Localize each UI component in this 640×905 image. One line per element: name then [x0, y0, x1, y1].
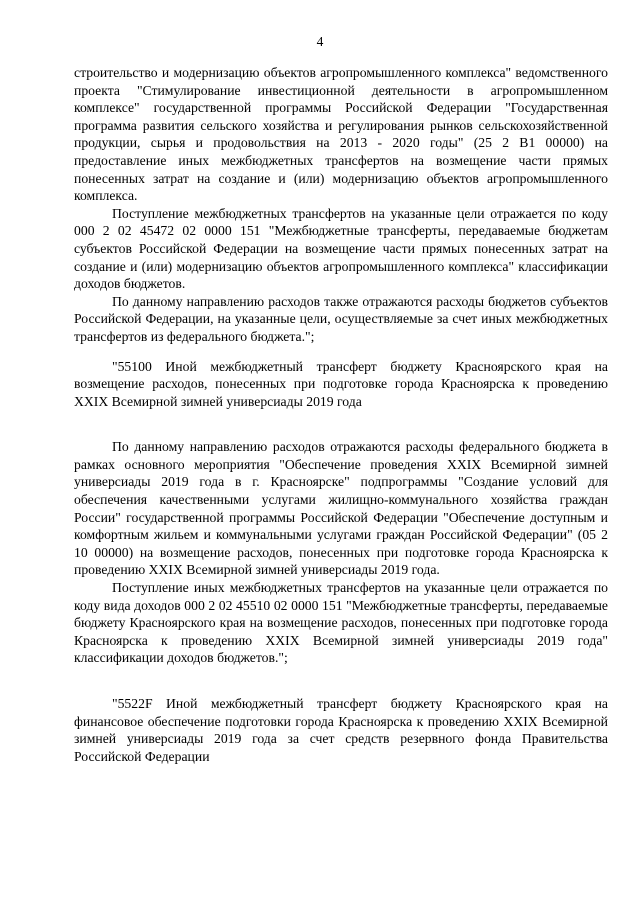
paragraph-1: строительство и модернизацию объектов агропромышленного комплекса" ведомственного проекта "Стимулирование инвестиционной деятельности в агропромышленном комплексе" государственной программы Российской Федерации "Государственная программа развития сельского хозяйства и регулирования рынков сельскохозяйственной продукции, сырья и продовольствия на 2013 - 2020 годы" (25 2 В1 00000) на предоставление иных межбюджетных трансфертов на возмещение части прямых понесенных затрат на создание и (или) модернизацию объектов агропромышленного комплекса. — [74, 65, 608, 204]
paragraph-2: Поступление межбюджетных трансфертов на указанные цели отражается по коду 000 2 02 45472 02 0000 151 "Межбюджетные трансферты, передаваемые бюджетам субъектов Российской Федерации на возмещение части прямых понесенных затрат на создание и (или) модернизацию объектов агропромышленного комплекса" классификации доходов бюджетов. — [74, 205, 608, 292]
paragraph-7: "5522F Иной межбюджетный трансферт бюджету Красноярского края на финансовое обеспечение подготовки города Красноярска к проведению XXIX Всемирной зимней универсиады 2019 года за счет средств резервного фонда Правительства Российской Федерации — [74, 696, 608, 764]
paragraph-4: "55100 Иной межбюджетный трансферт бюджету Красноярского края на возмещение расходов, понесенных при подготовке города Красноярска к проведению XXIX Всемирной зимней универсиады 2019 года — [74, 358, 608, 409]
paragraph-5: По данному направлению расходов отражаются расходы федерального бюджета в рамках основного мероприятия "Обеспечение проведения XXIX Всемирной зимней универсиады 2019 года в г. Красноярске" подпрограммы "Создание условий для обеспечения качественными услугами жилищно-коммунального хозяйства граждан России" государственной программы Российской Федерации "Обеспечение доступным и комфортным жильем и коммунальными услугами граждан Российской Федерации" (05 2 10 00000) на возмещение расходов, понесенных при подготовке города Красноярска к проведению XXIX Всемирной зимней универсиады 2019 года. — [74, 439, 608, 578]
paragraph-3: По данному направлению расходов также отражаются расходы бюджетов субъектов Российской Федерации, на указанные цели, осуществляемые за счет иных межбюджетных трансфертов из федерального бюджета."; — [74, 293, 608, 344]
paragraph-6: Поступление иных межбюджетных трансфертов на указанные цели отражается по коду вида доходов 000 2 02 45510 02 0000 151 "Межбюджетные трансферты, передаваемые бюджету Красноярского края на возмещение расходов, понесенных при подготовке города Красноярска к проведению XXIX Всемирной зимней универсиады 2019 года" классификации доходов бюджетов."; — [74, 580, 608, 666]
page-number: 4 — [316, 34, 324, 49]
document-body — [74, 64, 608, 765]
